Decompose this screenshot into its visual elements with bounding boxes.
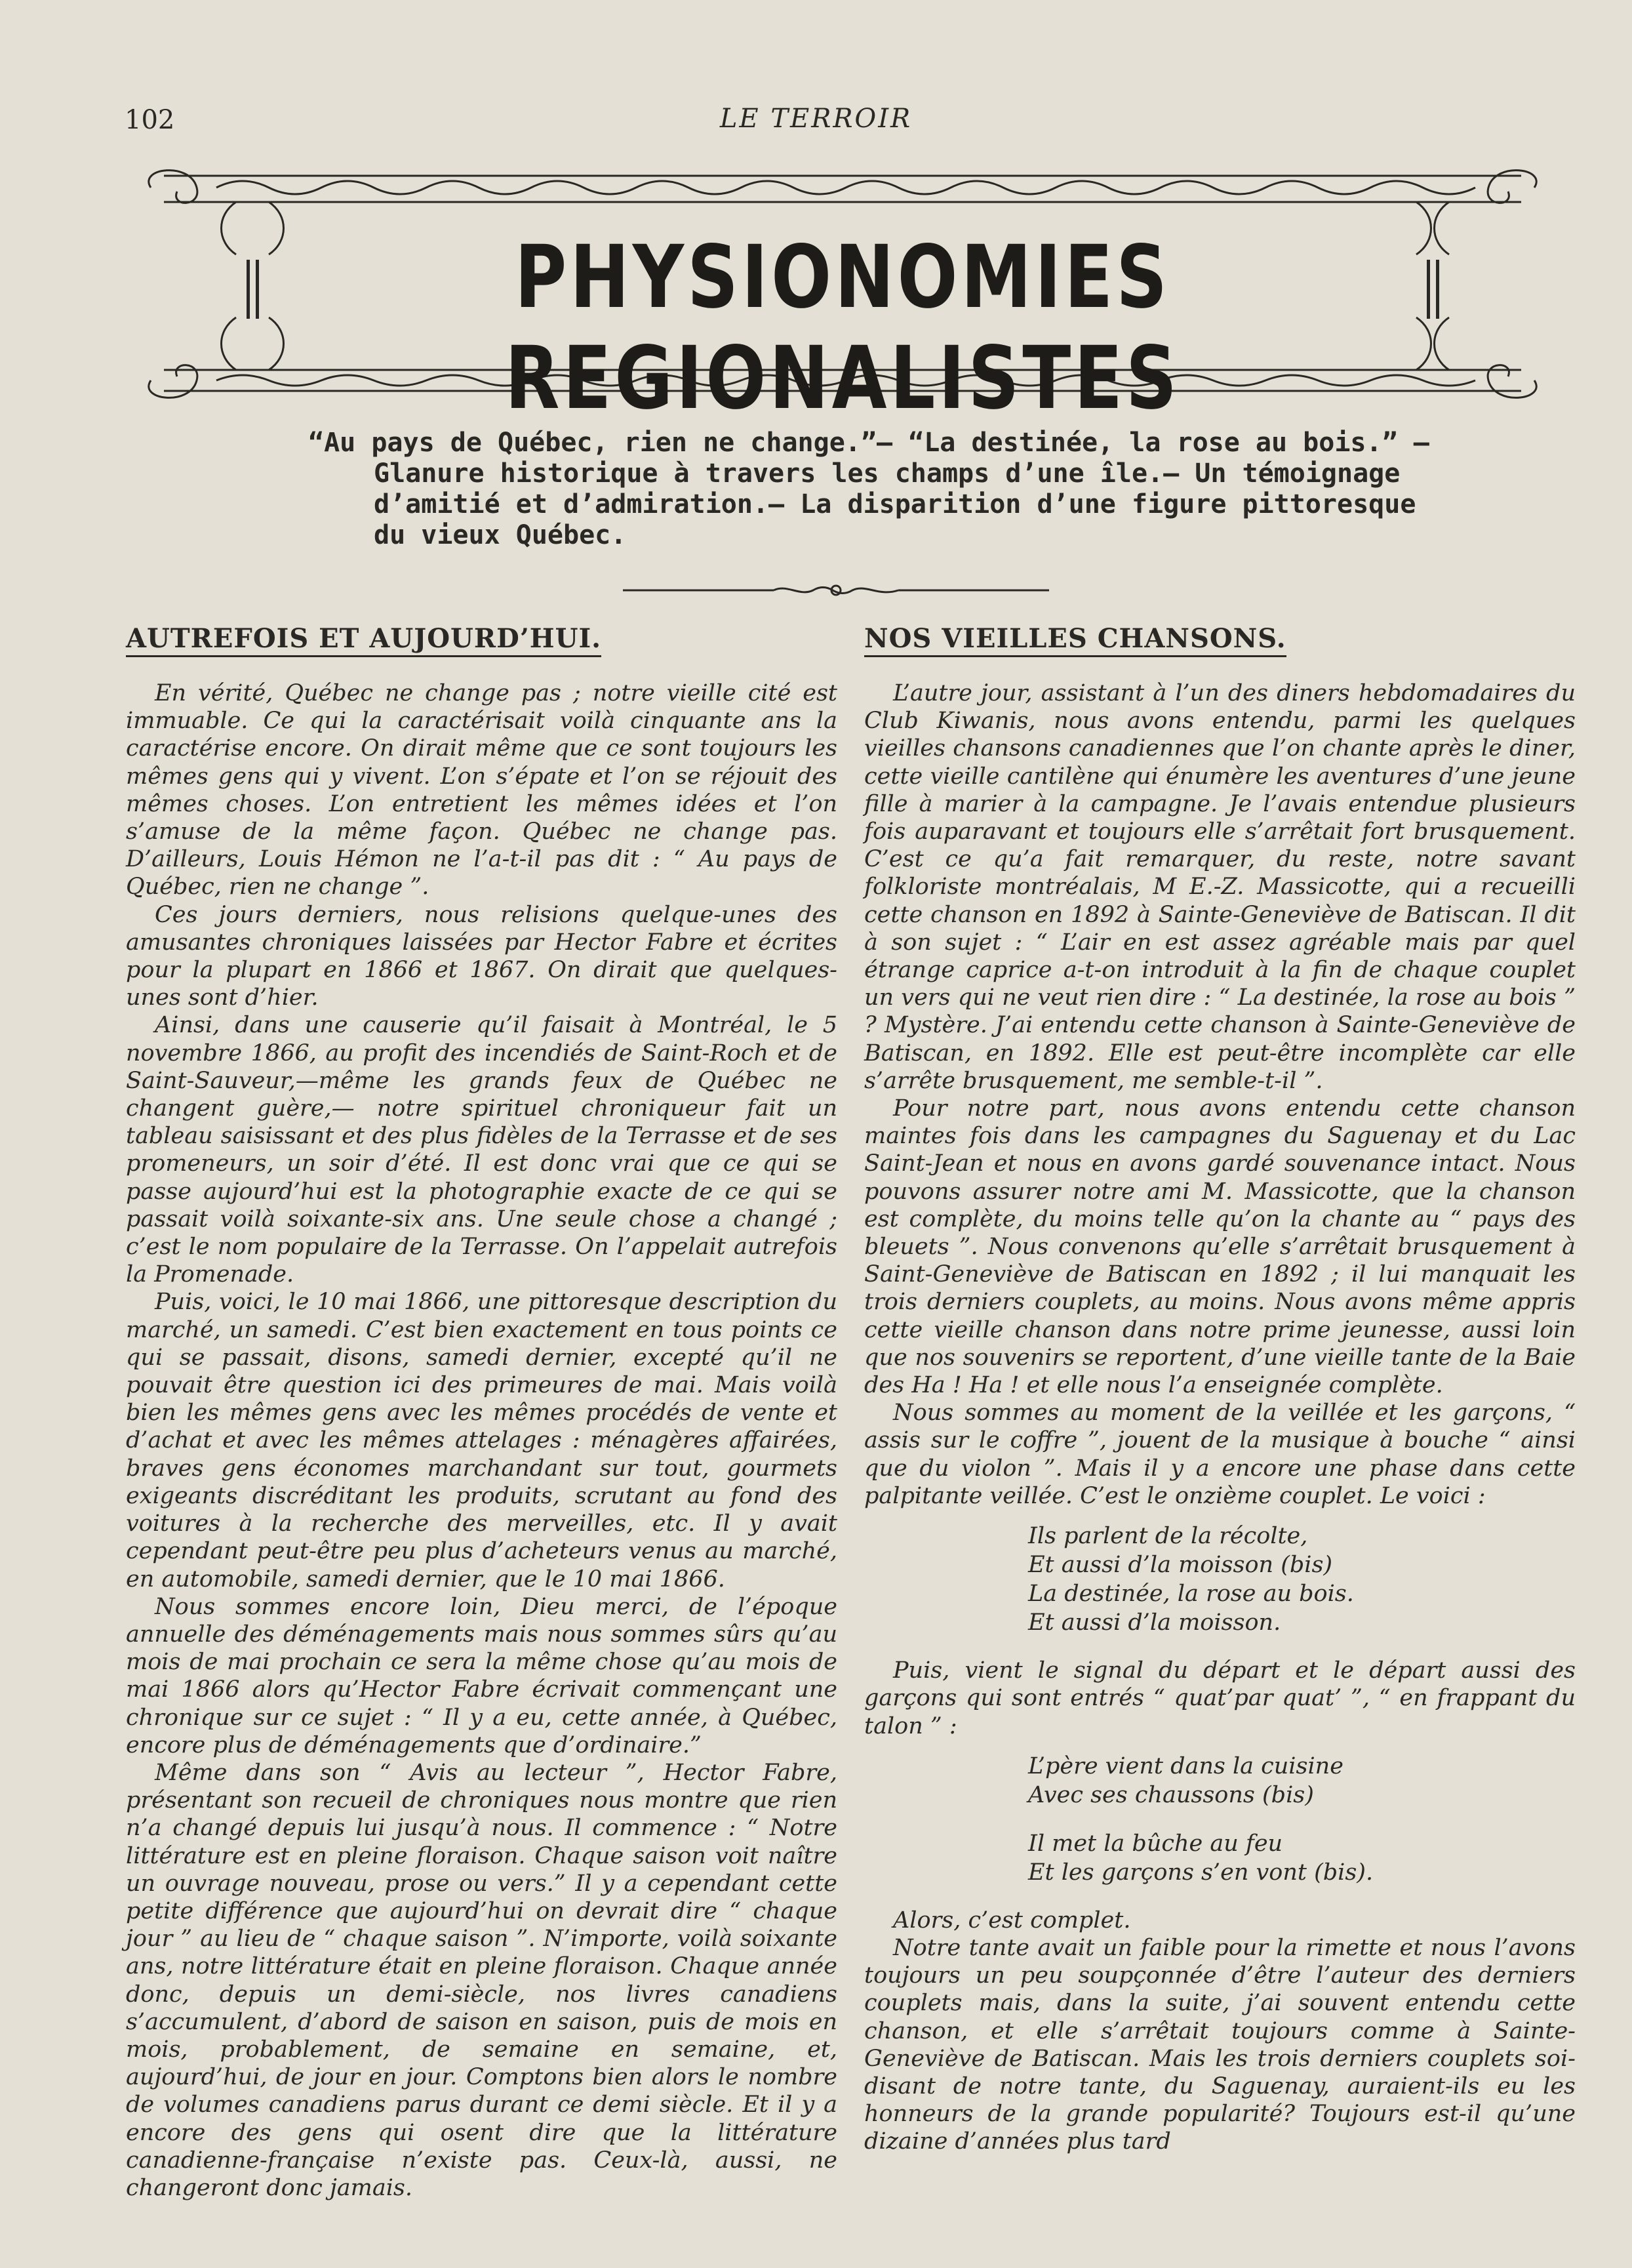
left-column <box>126 623 837 2202</box>
verse-line: Avec ses chaussons (bis) <box>1028 1781 1314 1808</box>
paragraph: Puis, vient le signal du départ et le départ aussi des garçons qui sont entrés “ quat’par quat’ ”, “ en frappant du talon ” : <box>864 1657 1576 1739</box>
paragraph: L’autre jour, assistant à l’un des diners hebdomadaires du Club Kiwanis, nous avons entendu, parmi les quelques vieilles chansons canadiennes que l’on chante après le diner, cette vieille cantilène qui énumère les aventures d’une jeune fille à marier à la campagne. Je l’avais entendue plusieurs fois auparavant et toujours elle s’arrêtait fort brusquement. C’est ce qu’a fait remarquer, du reste, notre savant folkloriste montréalais, M E.-Z. Massicotte, qui a recueilli cette chanson en 1892 à Sainte-Geneviève de Batiscan. Il dit à son sujet : “ L’air en est assez agréable mais par quel étrange caprice a-t-on introduit à la fin de chaque couplet un vers qui ne veut rien dire : “ La destinée, la rose au bois ” ? Mystère. J’ai entendu cette chanson à Sainte-Geneviève de Batiscan, en 1892. Elle est peut-être incomplète car elle s’arrête brusquement, me semble-t-il ”. <box>864 680 1576 1094</box>
paragraph: Alors, c’est complet. <box>893 1907 1131 1934</box>
song-verse <box>1028 1522 1576 1637</box>
right-column-heading: NOS VIEILLES CHANSONS. <box>864 623 1286 657</box>
paragraph: Nous sommes encore loin, Dieu merci, de l’époque annuelle des déménagements mais nous sommes sûrs qu’au mois de mai prochain ce sera la même chose qu’au mois de mai 1866 alors qu’Hector Fabre écrivait commençant une chronique sur ce sujet : “ Il y a eu, cette année, à Québec, encore plus de déménagements que d’ordinaire.” <box>126 1593 837 1758</box>
page-number: 102 <box>125 105 175 135</box>
verse-line: L’père vient dans la cuisine <box>1028 1752 1343 1779</box>
paragraph: Même dans son “ Avis au lecteur ”, Hector Fabre, présentant son recueil de chroniques nous montre que rien n’a changé depuis lui jusqu’à nous. Il commence : “ Notre littérature est en pleine floraison. Chaque saison voit naître un ouvrage nouveau, prose ou vers.” Il y a cependant cette petite différence que aujourd’hui on devrait dire “ chaque jour ” au lieu de “ chaque saison ”. N’importe, voilà soixante ans, notre littérature était en pleine floraison. Chaque année donc, depuis un demi-siècle, nos livres canadiens s’accumulent, d’abord de saison en saison, puis de mois en mois, probablement, de semaine en semaine, et, aujourd’hui, de jour en jour. Comptons bien alors le nombre de volumes canadiens parus durant ce demi siècle. Et il y a encore des gens qui osent dire que la littérature canadienne-française n’existe pas. Ceux-là, aussi, ne changeront donc jamais. <box>126 1759 837 2201</box>
title-banner <box>138 161 1547 429</box>
paragraph: Pour notre part, nous avons entendu cette chanson maintes fois dans les campagnes du Saguenay et du Lac Saint-Jean et nous en avons gardé souvenance intact. Nous pouvons assurer notre ami M. Massicotte, que la chanson est complète, du moins telle qu’on la chante au “ pays des bleuets ”. Nous convenons qu’elle s’arrêtait brusquement à Saint-Geneviève de Batiscan en 1892 ; il lui manquait les trois derniers couplets, au moins. Nous avons même appris cette vieille chanson dans notre prime jeunesse, aussi loin que nos souvenirs se reportent, d’une vieille tante de la Baie des Ha ! Ha ! et elle nous l’a enseignée complète. <box>864 1095 1576 1399</box>
song-verse <box>1028 1829 1576 1887</box>
left-column-heading: AUTREFOIS ET AUJOURD’HUI. <box>126 623 601 657</box>
banner-title: PHYSIONOMIES REGIONALISTES <box>505 227 1180 429</box>
summary-line: “Au pays de Québec, rien ne change.”— “La destinée, la rose au bois.” — <box>308 428 1429 458</box>
summary-line: du vieux Québec. <box>374 520 627 550</box>
verse-line: Il met la bûche au feu <box>1028 1830 1283 1857</box>
running-title: LE TERROIR <box>719 104 913 134</box>
song-verse <box>1028 1752 1576 1810</box>
verse-line: Et aussi d’la moisson. <box>1028 1610 1281 1636</box>
verse-line: Ils parlent de la récolte, <box>1028 1523 1308 1550</box>
paragraph: Ainsi, dans une causerie qu’il faisait à Montréal, le 5 novembre 1866, au profit des incendiés de Saint-Roch et de Saint-Sauveur,—même les grands feux de Québec ne changent guère,— notre spirituel chroniqueur fait un tableau saisissant et des plus fidèles de la Terrasse et de ses promeneurs, un soir d’été. Il est donc vrai que ce qui se passe aujourd’hui est la photographie exacte de ce qui se passait voilà soixante-six ans. Une seule chose a changé ; c’est le nom populaire de la Terrasse. On l’appelait autrefois la Promenade. <box>126 1012 837 1288</box>
verse-line: La destinée, la rose au bois. <box>1028 1581 1354 1608</box>
verse-line: Et les garçons s’en vont (bis). <box>1028 1859 1374 1886</box>
right-column <box>864 623 1576 2156</box>
paragraph: Notre tante avait un faible pour la rimette et nous l’avons toujours un peu soupçonnée d’être l’auteur des derniers couplets mais, dans la suite, j’ai souvent entendu cette chanson, et elle s’arrêtait toujours comme à Sainte-Geneviève de Batiscan. Mais les trois derniers couplets soi-disant de notre tante, du Saguenay, auraient-ils eu les honneurs de la grande popularité? Toujours est-il qu’une dizaine d’années plus tard <box>864 1934 1576 2155</box>
verse-line: Et aussi d’la moisson (bis) <box>1028 1552 1333 1579</box>
summary-line: d’amitié et d’admiration.— La disparition d’une figure pittoresque <box>374 489 1416 519</box>
summary-line: Glanure historique à travers les champs d’une île.— Un témoignage <box>374 458 1401 489</box>
paragraph: Nous sommes au moment de la veillée et les garçons, “ assis sur le coffre ”, jouent de la musique à bouche “ ainsi que du violon ”. Mais il y a encore une phase dans cette palpitante veillée. C’est le onzième couplet. Le voici : <box>864 1400 1576 1509</box>
paragraph: En vérité, Québec ne change pas ; notre vieille cité est immuable. Ce qui la caractérisait voilà cinquante ans la caractérise encore. On dirait même que ce sont toujours les mêmes gens qui y vivent. L’on s’épate et l’on se réjouit des mêmes choses. L’on entretient les mêmes idées et l’on s’amuse de la même façon. Québec ne change pas. D’ailleurs, Louis Hémon ne l’a-t-il pas dit : “ Au pays de Québec, rien ne change ”. <box>126 680 837 901</box>
article-summary <box>308 428 1429 551</box>
ornamental-divider <box>623 576 1049 602</box>
paragraph: Puis, voici, le 10 mai 1866, une pittoresque description du marché, un samedi. C’est bien exactement en tous points ce qui se passait, disons, samedi dernier, excepté qu’il ne pouvait être question ici des primeures de mai. Mais voilà bien les mêmes gens avec les mêmes procédés de vente et d’achat et avec les mêmes attelages : ménagères affairées, braves gens économes marchandant sur tout, gourmets exigeants discréditant les produits, scrutant au fond des voitures à la recherche des merveilles, etc. Il y avait cependant peut-être peu plus d’acheteurs venus au marché, en automobile, samedi dernier, que le 10 mai 1866. <box>126 1289 837 1592</box>
paragraph: Ces jours derniers, nous relisions quelque-unes des amusantes chroniques laissées par Hector Fabre et écrites pour la plupart en 1866 et 1867. On dirait que quelques-unes sont d’hier. <box>126 901 837 1011</box>
